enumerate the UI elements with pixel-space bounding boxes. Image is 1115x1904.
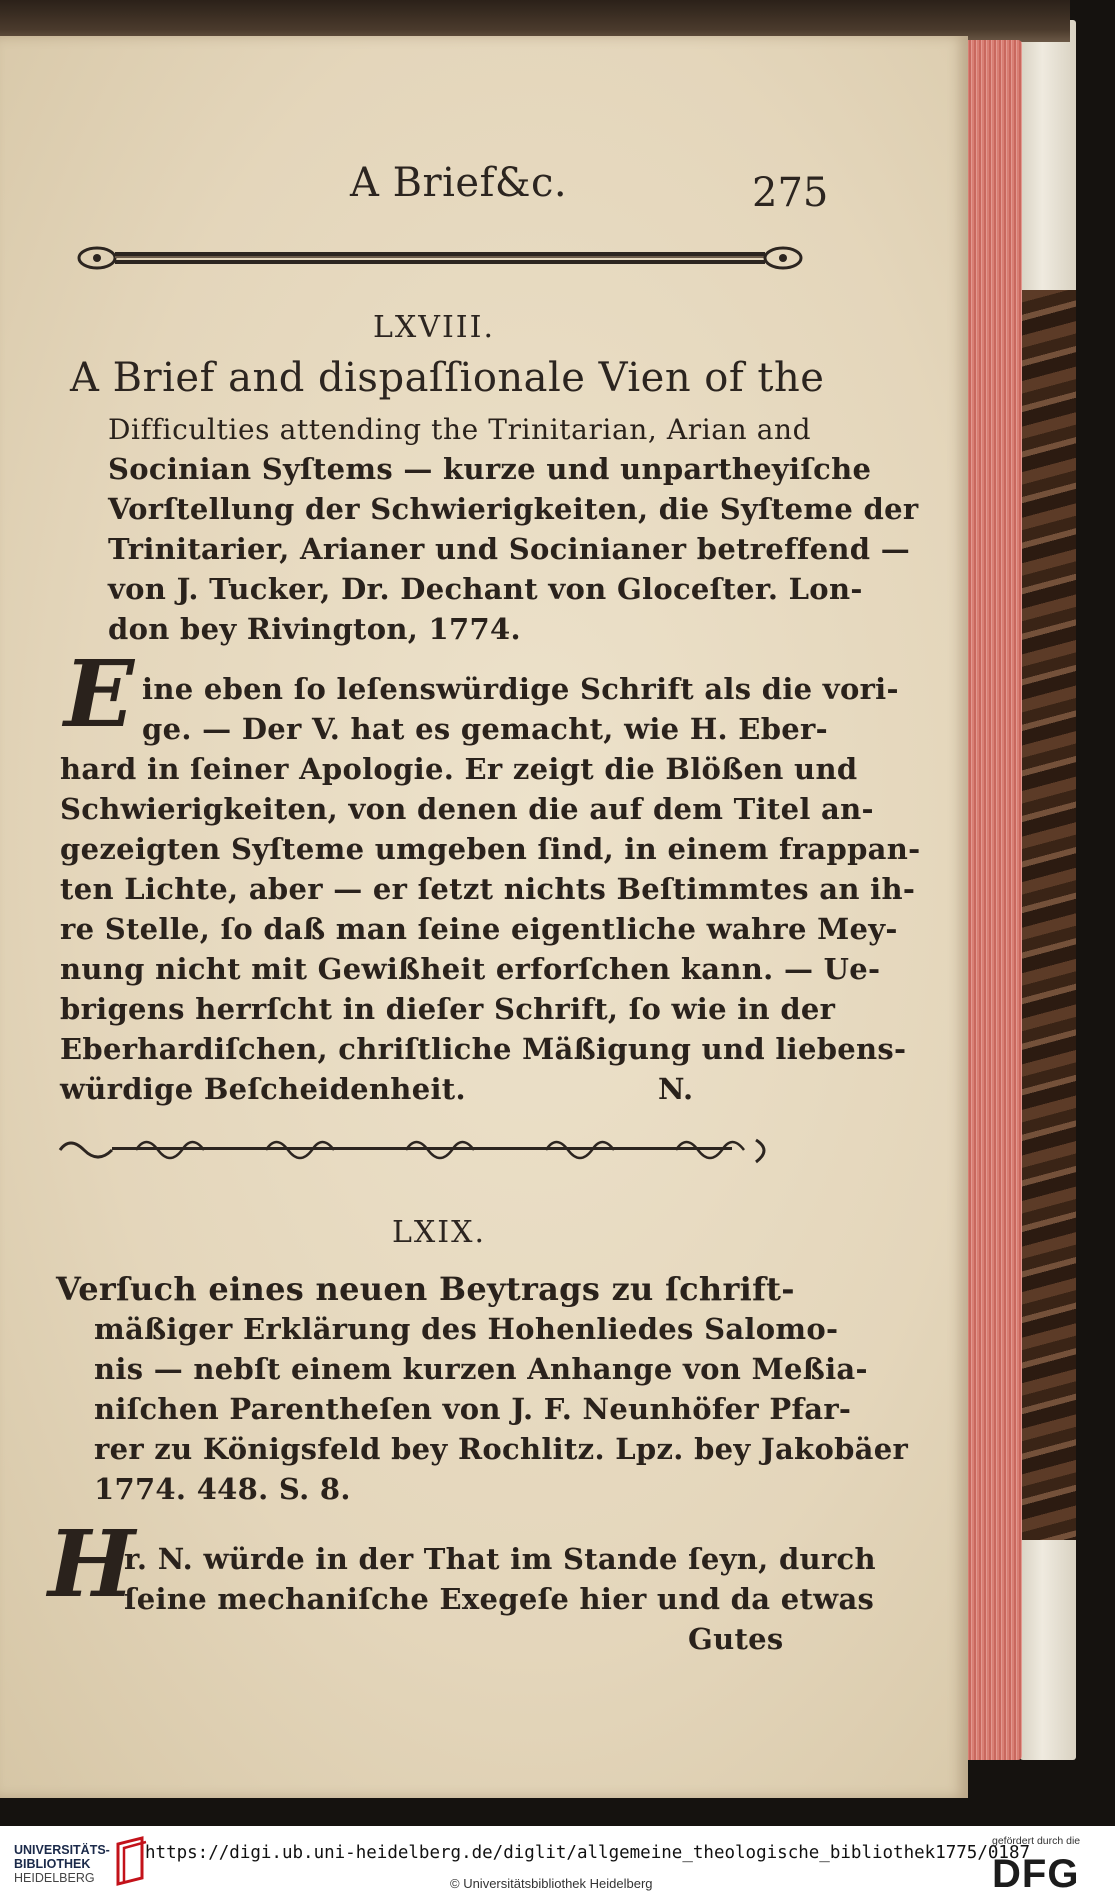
review-line: brigens herrſcht in dieſer Schrift, ſo wie in der bbox=[60, 992, 836, 1026]
entry-title-line: mäßiger Erklärung des Hohenliedes Salomo- bbox=[94, 1312, 839, 1346]
review-line: re Stelle, ſo daß man ſeine eigentliche wahre Mey- bbox=[60, 912, 898, 946]
review-line: hard in ſeiner Apologie. Er zeigt die Blößen und bbox=[60, 752, 858, 786]
review-line: Schwierigkeiten, von denen die auf dem Titel an- bbox=[60, 792, 874, 826]
catchword: Gutes bbox=[688, 1622, 784, 1656]
entry-title-line: niſchen Parentheſen von J. F. Neunhöfer Pfar- bbox=[94, 1392, 852, 1426]
review-line: ge. — Der V. hat es gemacht, wie H. Eber- bbox=[142, 712, 828, 746]
review-line: ine eben ſo leſenswürdige Schrift als die vori- bbox=[142, 672, 899, 706]
entry-title-line: Difficulties attending the Trinitarian, Arian and bbox=[108, 413, 812, 446]
review-line: r. N. würde in der That im Stande ſeyn, durch bbox=[124, 1542, 876, 1576]
entry-title-line: 1774. 448. S. 8. bbox=[94, 1472, 351, 1506]
reviewer-signature: N. bbox=[658, 1072, 694, 1106]
library-name-line1: UNIVERSITÄTS- bbox=[14, 1843, 110, 1857]
review-line: würdige Beſcheidenheit. bbox=[60, 1072, 466, 1106]
entry-title-line: nis — nebſt einem kurzen Anhange von Meßia- bbox=[94, 1352, 868, 1386]
entry-title-line: Trinitarier, Arianer und Socinianer betreffend — bbox=[108, 532, 911, 566]
library-logo-text bbox=[14, 1843, 110, 1885]
entry-title-line: Verſuch eines neuen Beytrags zu ſchrift- bbox=[56, 1270, 795, 1308]
entry-title: A Brief and dispaſſionale Vien of the bbox=[70, 355, 825, 401]
top-ornament-rule bbox=[75, 240, 805, 276]
review-line: ſeine mechaniſche Exegeſe hier und da etwas bbox=[124, 1582, 875, 1616]
running-head: A Brief&c. bbox=[350, 160, 568, 206]
entry-number-lxviii: LXVIII. bbox=[373, 310, 496, 345]
review-line: ten Lichte, aber — er ſetzt nichts Beſtimmtes an ih- bbox=[60, 872, 916, 906]
review-line: gezeigten Syſteme umgeben ſind, in einem frappan- bbox=[60, 832, 921, 866]
entry-title-line: von J. Tucker, Dr. Dechant von Gloceſter. Lon- bbox=[108, 572, 863, 606]
library-name-line3: HEIDELBERG bbox=[14, 1871, 95, 1885]
copyright-notice: © Universitätsbibliothek Heidelberg bbox=[450, 1876, 653, 1891]
viewer-footer bbox=[0, 1826, 1115, 1904]
entry-title-line: rer zu Königsfeld bey Rochlitz. Lpz. bey Jakobäer bbox=[94, 1432, 909, 1466]
dfg-logo: DFG bbox=[992, 1852, 1080, 1896]
permalink-url[interactable]: https://digi.ub.uni-heidelberg.de/diglit/allgemeine_theologische_bibliothek1775/0187 bbox=[145, 1843, 1031, 1863]
drop-cap-h: H bbox=[48, 1510, 135, 1618]
funder-caption: gefördert durch die bbox=[992, 1835, 1081, 1847]
red-page-edges bbox=[962, 40, 1022, 1760]
entry-number-lxix: LXIX. bbox=[392, 1215, 487, 1250]
review-line: nung nicht mit Gewißheit erforſchen kann. — Ue- bbox=[60, 952, 881, 986]
entry-title-line: Socinian Syſtems — kurze und unpartheyiſche bbox=[108, 452, 872, 486]
entry-title-line: Vorſtellung der Schwierigkeiten, die Syſteme der bbox=[108, 492, 919, 526]
page-number: 275 bbox=[752, 170, 829, 216]
drop-cap-e: E bbox=[64, 640, 135, 748]
marbled-cover-board bbox=[1022, 290, 1076, 1540]
middle-ornament-rule bbox=[56, 1128, 788, 1172]
library-name-line2: BIBLIOTHEK bbox=[14, 1857, 91, 1871]
review-line: Eberhardiſchen, chriſtliche Mäßigung und liebens- bbox=[60, 1032, 907, 1066]
entry-title-line: don bey Rivington, 1774. bbox=[108, 612, 521, 646]
